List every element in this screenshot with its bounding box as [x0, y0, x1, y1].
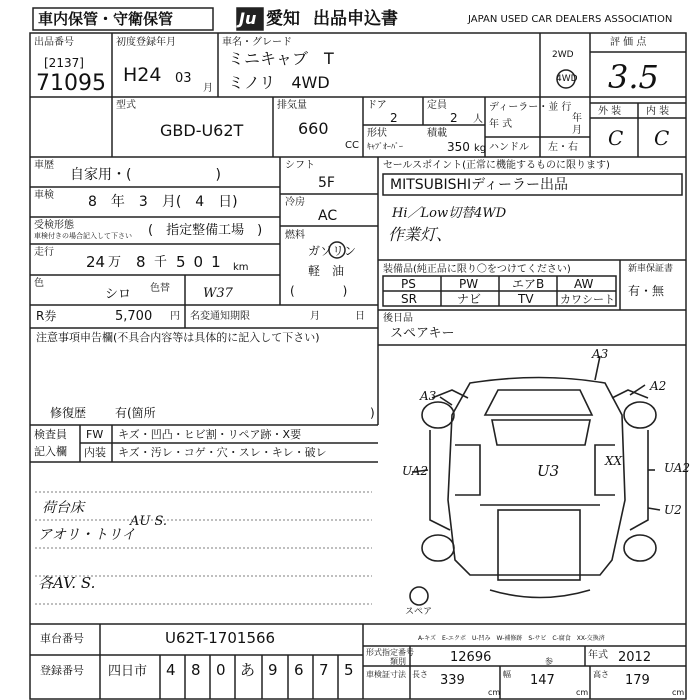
fw-label: FW [86, 428, 104, 441]
mark-u2: U2 [664, 503, 682, 517]
mileage-rest: 501 [176, 253, 229, 271]
warranty-value: 有・無 [628, 284, 665, 298]
warranty-label: 新車保証書 [628, 264, 674, 274]
reg-digit-2: 8 [191, 661, 201, 679]
repair-close: ) [370, 406, 375, 420]
type-value: GBD-U62T [160, 121, 244, 140]
grade-value: 3.5 [608, 58, 659, 96]
color-value: シロ [105, 287, 132, 302]
shape-label: 形状 [367, 128, 387, 139]
equip-navi: ナビ [457, 292, 482, 306]
lot-number: 71095 [36, 71, 106, 96]
mileage-unit-sen: 千 [154, 255, 168, 270]
month-unit: 月 [203, 83, 213, 94]
mileage-man: 24 [86, 253, 106, 271]
fuel-diesel: 軽 油 [308, 264, 345, 278]
mark-a3-top: A3 [592, 347, 609, 361]
lot-label: 出品番号 [34, 37, 74, 48]
kg-unit: kg [474, 143, 487, 154]
first-reg-month: 03 [175, 71, 192, 86]
year-unit: 年 [572, 113, 582, 124]
first-reg-label: 初度登録年月 [116, 37, 176, 48]
height-value: 179 [625, 673, 650, 688]
repair-label: 修復歴 [50, 406, 87, 420]
damage-legend: A-キズ E-エクボ U-凹み W-補修跡 S-サビ C-腐食 XX-交換済 [418, 635, 605, 642]
rear-value: スペアキー [390, 326, 455, 341]
reg-digit-3: 0 [216, 661, 226, 679]
color-code: W37 [203, 286, 233, 301]
attention-label: 注意事項申告欄(不具合内容等は具体的に記入して下さい) [36, 331, 320, 344]
note-line2: アオリ・トリイ [38, 527, 136, 543]
org-name: 愛知 [266, 9, 300, 29]
interior-label: 内 装 [646, 106, 670, 117]
mc-value: 12696 [450, 650, 492, 665]
handle-label: ハンドル [489, 142, 529, 153]
service-label: 受検形態 [34, 220, 74, 231]
model-line2: ミノリ 4WD [228, 73, 330, 92]
km-unit: km [233, 262, 249, 273]
sales-point-label: セールスポイント(正常に機能するものに限ります) [383, 160, 610, 171]
storage-label: 車内保管・守衛保管 [38, 10, 174, 28]
fuel-other: ( ) [290, 284, 348, 298]
size-label: 車検証寸法 [366, 670, 406, 679]
reg-label: 登録番号 [40, 664, 84, 677]
equip-aw: AW [574, 277, 594, 291]
r-ticket-label: R券 [36, 309, 57, 323]
year-label: 年式 [588, 650, 608, 661]
color-label: 色 [34, 278, 44, 289]
equip-pw: PW [459, 277, 479, 291]
reg-digit-7: 5 [344, 661, 354, 679]
ac-label: 冷房 [285, 197, 305, 208]
inspection-label: 車検 [34, 190, 54, 201]
chassis-label: 車台番号 [40, 632, 84, 645]
height-label: 高さ [593, 670, 609, 679]
interior-items: キズ・汚レ・コゲ・穴・スレ・キレ・破レ [118, 446, 327, 459]
model-line1: ミニキャブ T [228, 49, 334, 68]
year-model-label: 年 式 [489, 119, 513, 130]
load-value: 350 [447, 140, 470, 154]
equip-tv: TV [518, 292, 534, 306]
service-note: 車検付きの場合記入して下さい [34, 232, 132, 240]
mileage-sen: 8 [136, 253, 146, 271]
ac-value: AC [318, 208, 338, 224]
doors-value: 2 [390, 111, 398, 125]
mark-a3-left: A3 [420, 389, 437, 403]
mc-sub-value: 参 [545, 657, 553, 666]
mileage-unit-man: 万 [108, 255, 122, 270]
reg-digit-1: 4 [166, 661, 176, 679]
mc-sub-label: 類別 [390, 657, 406, 666]
length-unit: cm [488, 688, 501, 697]
mark-a2: A2 [650, 379, 667, 393]
english-title: JAPAN USED CAR DEALERS ASSOCIATION [468, 14, 673, 25]
fw-items: キズ・凹凸・ヒビ割・リペア跡・X要 [118, 428, 302, 441]
equip-airbag: エアB [512, 277, 545, 291]
fuel-label: 燃料 [285, 230, 305, 241]
reg-digit-5: 6 [294, 661, 304, 679]
sales-point-main: MITSUBISHIディーラー出品 [390, 177, 569, 193]
sales-note-2: 作業灯、 [388, 225, 453, 244]
mark-u3: U3 [537, 462, 560, 480]
reg-city: 四日市 [108, 664, 148, 679]
dealer-label: ディーラー・並 行 [489, 102, 572, 113]
shift-label: シフト [285, 160, 315, 171]
displacement-label: 排気量 [277, 100, 307, 111]
notice-day: 日 [355, 311, 365, 322]
repair-value: 有(箇所 [115, 406, 156, 420]
reg-kana: あ [240, 661, 256, 679]
drive-4wd: 4WD [556, 74, 578, 84]
handle-options: 左・右 [548, 142, 578, 153]
note-line3: 各AV. S. [38, 574, 96, 592]
reg-digit-4: 9 [268, 661, 278, 679]
equipment-label: 装備品(純正品に限り〇をつけてください) [383, 264, 571, 275]
spare-label: スペア [405, 607, 433, 617]
era-year: H24 [123, 64, 162, 86]
capacity-value: 2 [450, 111, 458, 125]
width-label: 幅 [503, 670, 511, 679]
notice-month: 月 [310, 311, 320, 322]
interior-grade: C [654, 126, 670, 150]
width-unit: cm [576, 688, 589, 697]
exterior-grade: C [608, 126, 624, 150]
mileage-label: 走行 [34, 247, 54, 258]
grade-label: 評 価 点 [610, 37, 647, 48]
doc-title: 出品申込書 [313, 9, 398, 29]
inspector-entry-label: 記入欄 [34, 445, 67, 458]
sales-note-1: Hi／Low切替4WD [392, 206, 507, 221]
reg-digit-6: 7 [319, 661, 329, 679]
cc-unit: CC [345, 140, 359, 151]
lot-bracket: [2137] [44, 56, 84, 70]
equip-ps: PS [401, 277, 416, 291]
yen-unit: 円 [170, 311, 180, 322]
interior-row-label: 内装 [84, 446, 106, 459]
service-value: ( 指定整備工場 ) [148, 223, 263, 238]
month-unit-2: 月 [572, 125, 582, 136]
history-label: 車歴 [34, 160, 54, 171]
drive-2wd: 2WD [552, 50, 574, 60]
doors-label: ドア [367, 100, 387, 111]
height-unit: cm [672, 688, 685, 697]
inspection-value: 8 年 3 月( 4 日) [88, 194, 238, 210]
mark-xx: XX [605, 454, 623, 468]
person-unit: 人 [473, 114, 483, 125]
fuel-gasoline: ガソリン [308, 244, 357, 258]
displacement-value: 660 [298, 119, 329, 138]
load-label: 積載 [427, 128, 447, 139]
length-value: 339 [440, 673, 465, 688]
shape-value: ｷｬﾌﾞｵｰﾊﾞｰ [367, 142, 403, 151]
year-value: 2012 [618, 650, 652, 665]
ju-logo: Ju [239, 9, 257, 28]
rear-label: 後日品 [383, 313, 413, 324]
length-label: 長さ [412, 670, 428, 679]
equip-leather: カワシート [560, 293, 615, 306]
history-value: 自家用・( ) [70, 167, 221, 183]
mark-ua2-left: UA2 [402, 464, 429, 478]
color-change-label: 色替 [150, 283, 170, 294]
inspector-label: 検査員 [34, 428, 67, 441]
mc-label: 形式指定番号 [366, 648, 414, 657]
capacity-label: 定員 [427, 100, 447, 111]
model-label: 車名・グレード [222, 37, 292, 48]
exterior-label: 外 装 [598, 106, 622, 117]
chassis-number: U62T-1701566 [165, 629, 276, 647]
equip-sr: SR [401, 292, 417, 306]
notice-label: 名変通知期限 [190, 311, 250, 322]
mark-ua2-right: UA2 [664, 461, 691, 475]
shift-value: 5F [318, 175, 335, 191]
type-label: 型式 [116, 100, 136, 111]
width-value: 147 [530, 673, 555, 688]
note-line2b: AU S. [130, 514, 168, 529]
r-ticket-value: 5,700 [115, 309, 153, 324]
note-line1: 荷台床 [42, 500, 84, 516]
